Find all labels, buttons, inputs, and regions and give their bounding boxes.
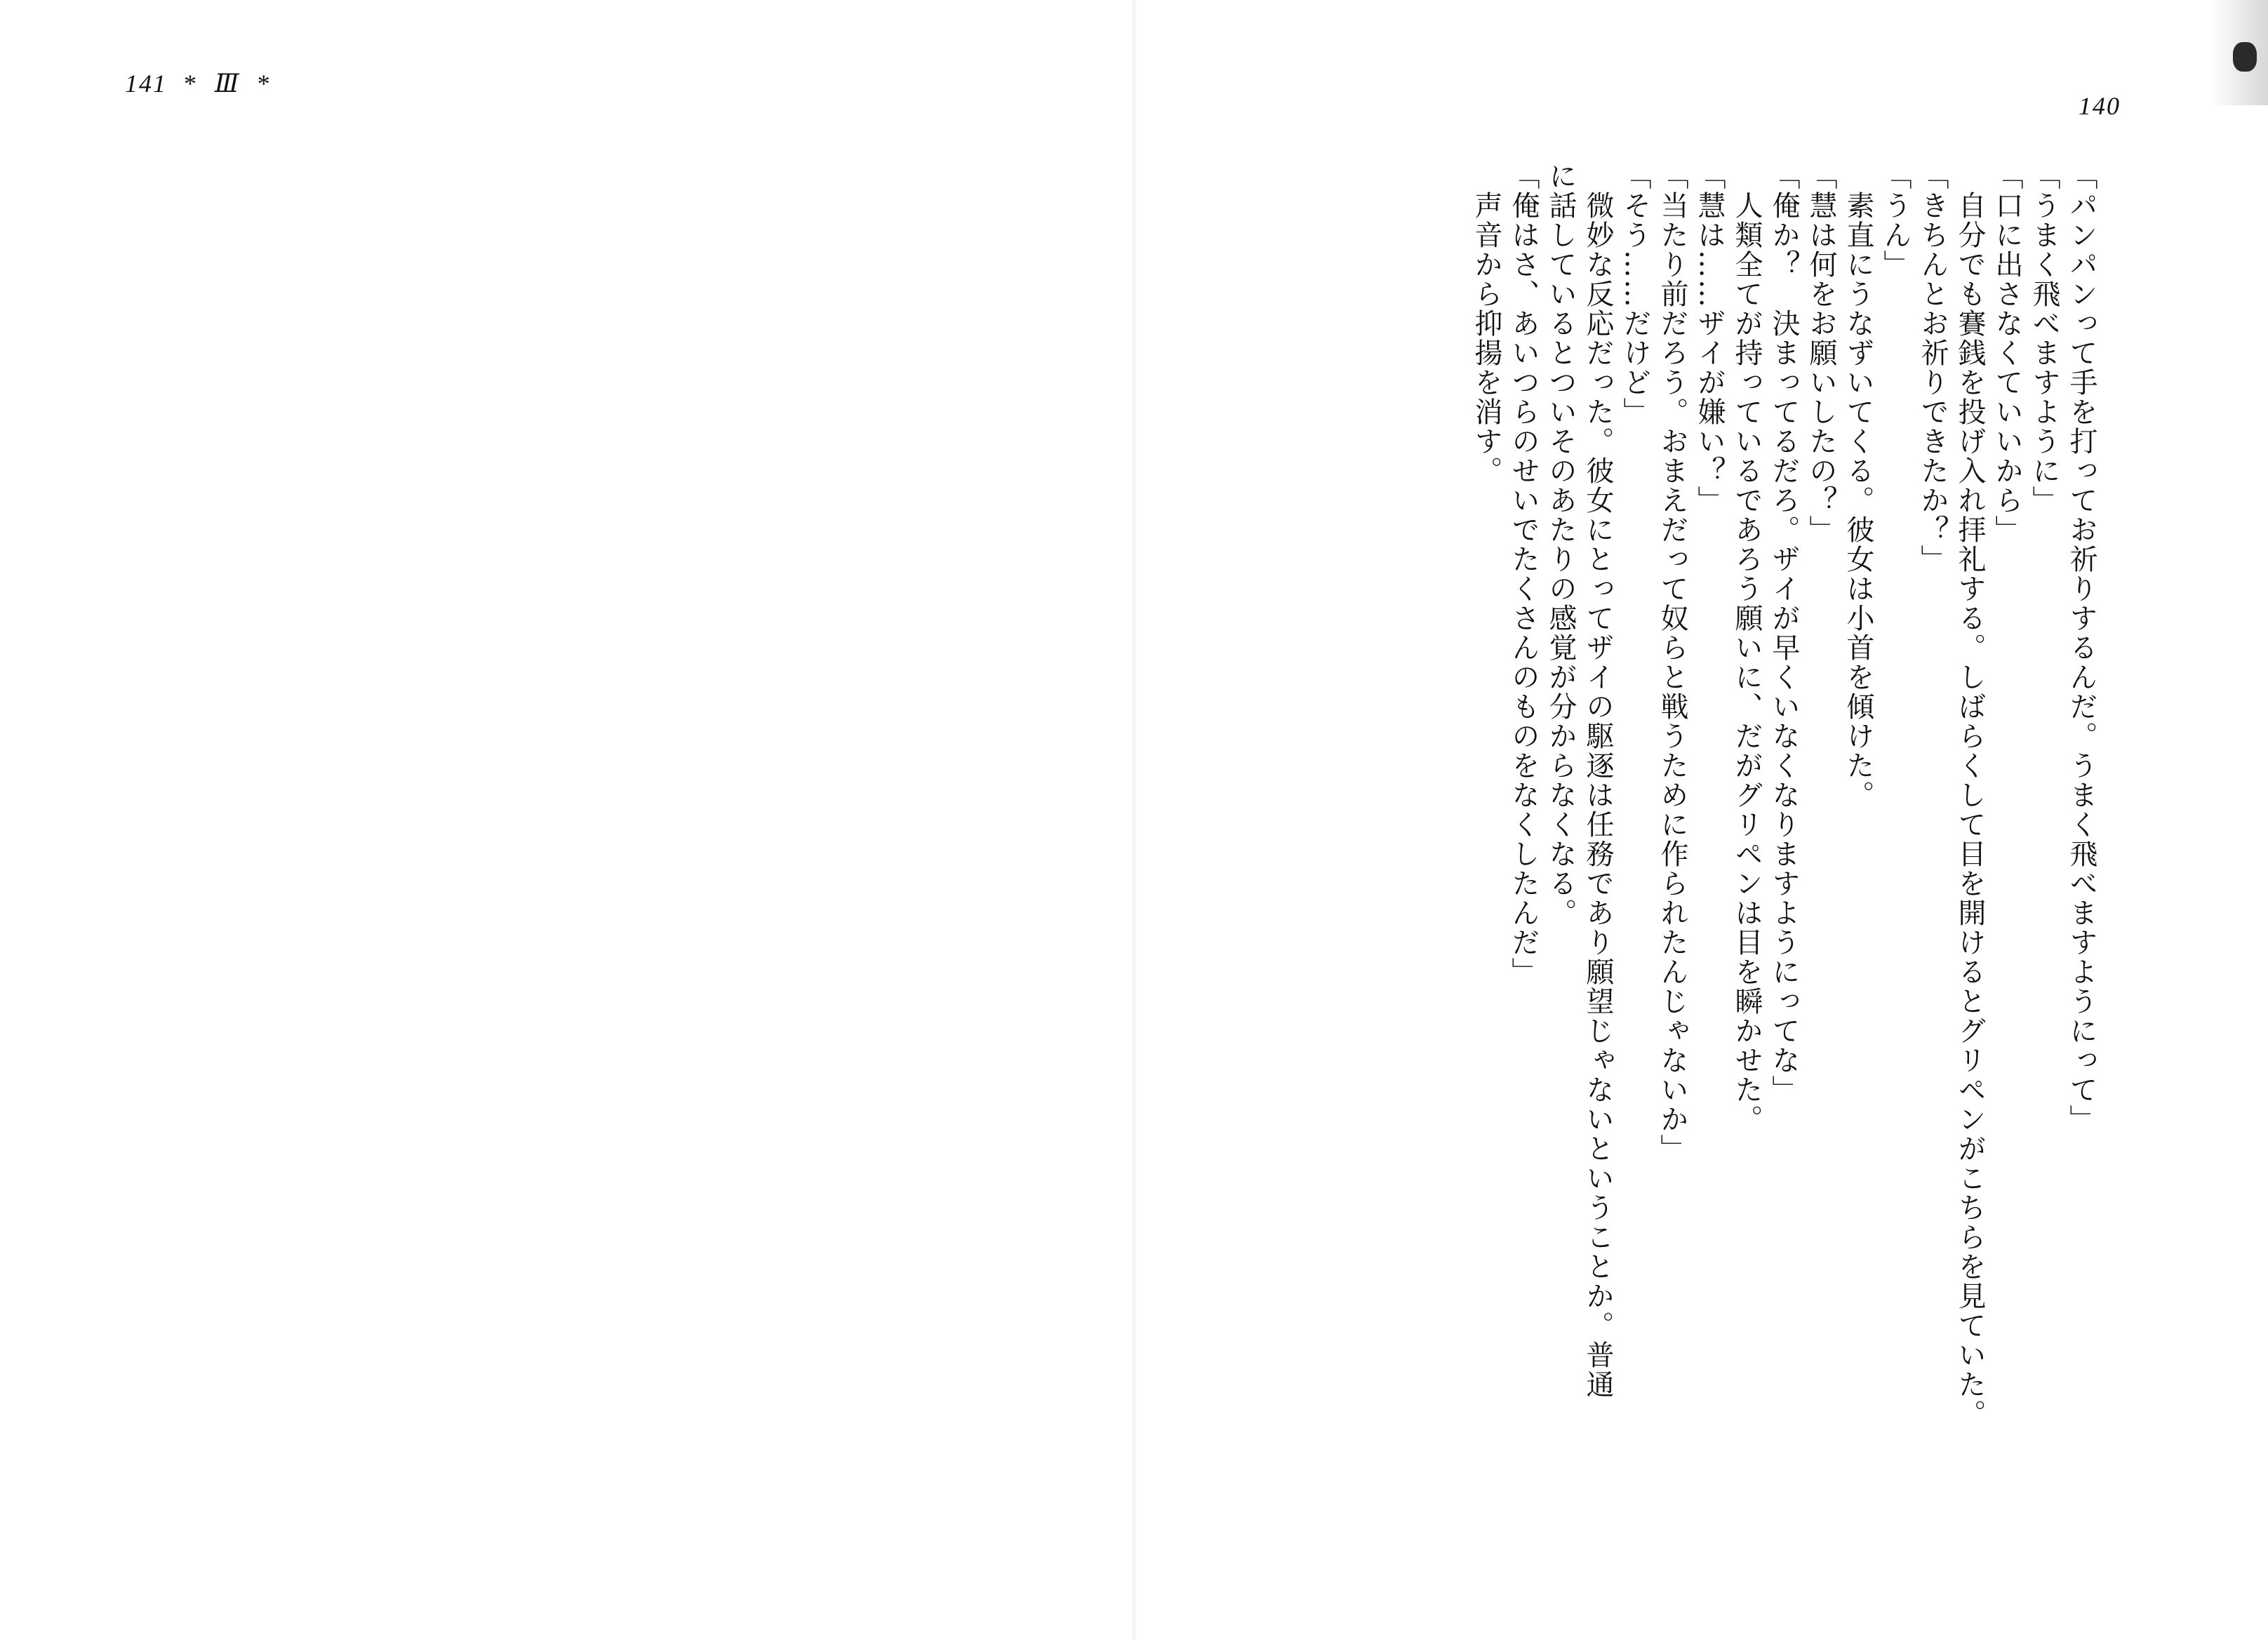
text-line: 微妙な反応だった。彼女にとってザイの駆逐は任務であり願望じゃないということか。普通 [1582, 161, 1614, 1399]
text-line: 「俺か？ 決まってるだろ。ザイが早くいなくなりますようにってな」 [1768, 161, 1800, 1105]
text-line: 自分でも賽銭を投げ入れ拝礼する。しばらくして目を開けるとグリペンがこちらを見ていた。 [1954, 161, 1986, 1429]
text-line: 「そう……だけど」 [1619, 161, 1651, 427]
page-number-right: 140 [2079, 92, 2121, 120]
text-line: 「慧は……ザイが嫌い？」 [1693, 161, 1726, 515]
chapter-number: Ⅲ [215, 69, 241, 98]
text-line: 「口に出さなくていいから」 [1991, 161, 2023, 545]
text-line: 「うん」 [1879, 161, 1912, 279]
text-line: 人類全てが持っているであろう願いに、だがグリペンは目を瞬かせた。 [1730, 161, 1763, 1134]
page-number-left: 141 [125, 69, 167, 98]
header-separator: * [257, 69, 272, 98]
text-line: 「パンパンって手を打ってお祈りするんだ。うまく飛べますようにって」 [2065, 161, 2097, 1134]
right-page [1134, 0, 2268, 1640]
running-header-left [125, 69, 288, 98]
text-line: 「きちんとお祈りできたか？」 [1916, 161, 1949, 574]
text-line: 「うまく飛べますように」 [2028, 161, 2060, 515]
text-line: 素直にうなずいてくる。彼女は小首を傾けた。 [1842, 161, 1874, 810]
right-page-body [1187, 161, 2100, 1551]
text-line: 「俺はさ、あいつらのせいでたくさんのものをなくしたんだ」 [1507, 161, 1540, 987]
text-line: 「当たり前だろう。おまえだって奴らと戦うために作られたんじゃないか」 [1656, 161, 1688, 1164]
header-separator: * [184, 69, 198, 98]
text-line: に話しているとついそのあたりの感覚が分からなくなる。 [1545, 161, 1577, 928]
text-line: 「慧は何をお願いしたの？」 [1805, 161, 1837, 545]
text-line: 声音から抑揚を消す。 [1470, 161, 1502, 486]
scan-edge-mark [2212, 0, 2268, 105]
